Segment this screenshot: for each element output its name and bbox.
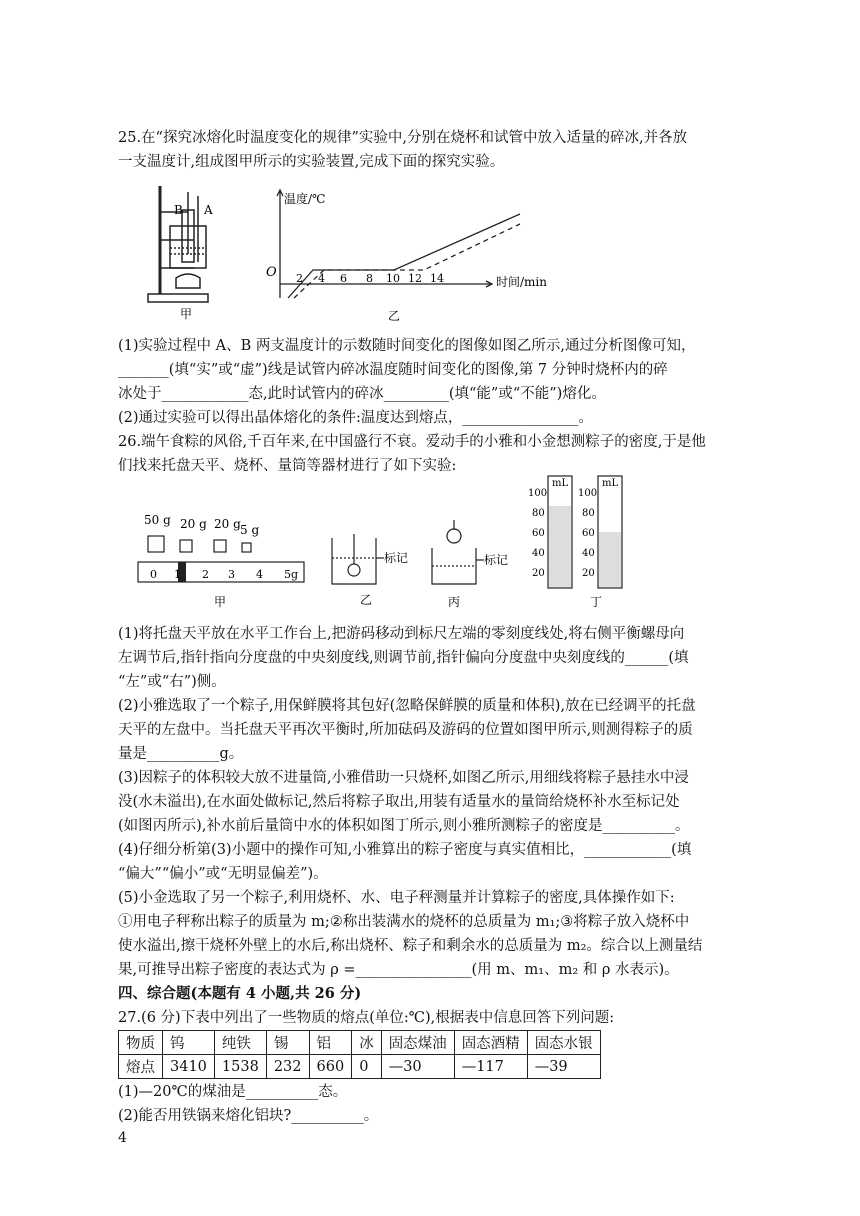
q27-part1: (1)—20℃的煤油是__________态。 [118, 1084, 348, 1100]
table-header-cell: 固态煤油 [381, 1031, 454, 1055]
q26-beaker-yi [326, 534, 422, 610]
weight-5g: 5 g [240, 523, 260, 537]
cyl1-unit: mL [552, 478, 569, 489]
fig-bing-label: 丙 [448, 595, 461, 609]
ruler [138, 562, 304, 582]
q26-part2-line2: 天平的左盘中。当托盘天平再次平衡时,所加砝码及游码的位置如图甲所示,则测得粽子的质 [118, 722, 693, 738]
ruler-tick-1: 1 [174, 568, 181, 581]
table-header-cell: 纯铁 [214, 1031, 266, 1055]
cyl2-unit: mL [602, 478, 619, 489]
weight-block-50g [148, 536, 164, 552]
graph-ylabel: 温度/℃ [284, 192, 326, 206]
fig-ding-label: 丁 [590, 595, 603, 609]
section-4-heading: 四、综合题(本题有 4 小题,共 26 分) [118, 985, 362, 1002]
table-row [119, 1055, 601, 1079]
q25-part1-line1: (1)实验过程中 A、B 两支温度计的示数随时间变化的图像如图乙所示,通过分析图像可知， [118, 338, 696, 354]
q26-part5-line3: 使水溢出,擦干烧杯外壁上的水后,称出烧杯、粽子和剩余水的总质量为 m₂。综合以上测量结 [118, 938, 703, 954]
q26-intro-line2: 们找来托盘天平、烧杯、量筒等器材进行了如下实验: [118, 458, 457, 474]
q27-intro: 27.(6 分)下表中列出了一些物质的熔点(单位:℃),根据表中信息回答下列问题: [118, 1010, 615, 1026]
tick-12: 12 [408, 272, 422, 285]
tick-14: 14 [430, 272, 444, 285]
q25-intro-line2: 一支温度计,组成图甲所示的实验装置,完成下面的探究实验。 [118, 154, 505, 170]
cylinder-2-water [599, 532, 621, 587]
ruler-tick-0: 0 [150, 568, 157, 581]
table-cell: —30 [381, 1055, 454, 1079]
q26-balance-figure [136, 510, 316, 610]
table-header-cell: 锡 [266, 1031, 309, 1055]
fig-yi-label: 乙 [388, 309, 401, 323]
label-b: B [174, 203, 183, 217]
table-cell: 1538 [214, 1055, 266, 1079]
cyl2-tick-40: 40 [582, 548, 595, 559]
cylinder-1-water [549, 506, 571, 587]
fig-jia-label: 甲 [180, 307, 193, 321]
graph-origin: O [266, 265, 277, 280]
q25-part1-line3: 冰处于____________态,此时试管内的碎冰_________(填“能”或“不能”)熔化。 [118, 386, 606, 402]
q25-part1-line2: _______(填“实”或“虚”)线是试管内碎冰温度随时间变化的图像,第 7 分钟时烧杯内的碎 [118, 362, 668, 378]
cyl-tick-20: 20 [532, 568, 545, 579]
table-cell: 3410 [163, 1055, 215, 1079]
table-cell: 0 [352, 1055, 382, 1079]
q26-beaker-bing [428, 520, 528, 610]
q26-part1-line1: (1)将托盘天平放在水平工作台上,把游码移动到标尺左端的零刻度线处,将右侧平衡螺母向 [118, 626, 685, 642]
ruler-tick-3: 3 [228, 568, 235, 581]
table-row [119, 1031, 601, 1055]
q26-part5-line4: 果,可推导出粽子密度的表达式为 ρ =________________(用 m、m₁、m₂ 和 ρ 水表示)。 [118, 962, 679, 978]
q27-part2: (2)能否用铁锅来熔化铝块?__________。 [118, 1108, 379, 1124]
weight-20g-b: 20 g [214, 517, 241, 531]
table-cell: 660 [309, 1055, 352, 1079]
fig-jia-label: 甲 [214, 595, 227, 609]
q26-part5-line2: ①用电子秤称出粽子的质量为 m;②称出装满水的烧杯的总质量为 m₁;③将粽子放入烧杯中 [118, 914, 690, 930]
table-cell: —117 [454, 1055, 527, 1079]
q26-part1-line3: “左”或“右”)侧。 [118, 674, 226, 690]
fig-yi-label: 乙 [360, 593, 373, 607]
ruler-tick-2: 2 [202, 568, 209, 581]
alcohol-lamp [176, 274, 200, 288]
table-header-cell: 物质 [119, 1031, 163, 1055]
graph-solid-line [288, 214, 520, 298]
mark-label-yi: 标记 [384, 551, 409, 565]
tick-6: 6 [340, 272, 347, 285]
q26-part5-line1: (5)小金选取了另一个粽子,利用烧杯、水、电子秤测量并计算粽子的密度,具体操作如下: [118, 890, 675, 906]
q26-part3-line1: (3)因粽子的体积较大放不进量筒,小雅借助一只烧杯,如图乙所示,用细线将粽子悬挂水中浸 [118, 770, 689, 786]
tick-10: 10 [386, 272, 400, 285]
graph-xlabel: 时间/min [496, 275, 547, 289]
mark-label-bing: 标记 [484, 553, 509, 567]
table-header-cell: 钨 [163, 1031, 215, 1055]
cyl-tick-100: 100 [528, 488, 548, 499]
weight-50g: 50 g [144, 513, 171, 527]
tick-8: 8 [366, 272, 373, 285]
table-cell: 232 [266, 1055, 309, 1079]
q25-part2: (2)通过实验可以得出晶体熔化的条件:温度达到熔点，________________。 [118, 410, 593, 426]
table-header-cell: 铝 [309, 1031, 352, 1055]
table-cell: —39 [527, 1055, 600, 1079]
tick-2: 2 [296, 272, 303, 285]
q26-part1-line2: 左调节后,指针指向分度盘的中央刻度线,则调节前,指针偏向分度盘中央刻度线的______(填 [118, 650, 689, 666]
q26-part4-line1: (4)仔细分析第(3)小题中的操作可知,小雅算出的粽子密度与真实值相比，____________(填 [118, 842, 692, 858]
q26-cylinders-ding [526, 470, 666, 610]
cyl-tick-80: 80 [532, 508, 545, 519]
cyl2-tick-80: 80 [582, 508, 595, 519]
q26-part3-line3: (如图丙所示),补水前后量筒中水的体积如图丁所示,则小雅所测粽子的密度是__________。 [118, 818, 690, 834]
q26-part2-line3: 量是__________g。 [118, 746, 244, 762]
table-cell: 熔点 [119, 1055, 163, 1079]
page-number: 4 [118, 1130, 127, 1146]
ruler-tick-5: 5g [284, 568, 299, 581]
cyl2-tick-100: 100 [578, 488, 598, 499]
q26-part4-line2: “偏大”“偏小”或“无明显偏差”)。 [118, 866, 328, 882]
weight-20g-a: 20 g [180, 517, 207, 531]
tick-4: 4 [318, 272, 325, 285]
table-header-cell: 固态酒精 [454, 1031, 527, 1055]
q25-intro-line1: 25.在“探究冰熔化时温度变化的规律”实验中,分别在烧杯和试管中放入适量的碎冰,并各放 [118, 130, 688, 146]
ruler-tick-4: 4 [256, 568, 263, 581]
cyl2-tick-60: 60 [582, 528, 595, 539]
table-header-cell: 冰 [352, 1031, 382, 1055]
q25-apparatus-figure [140, 182, 252, 322]
cyl-tick-40: 40 [532, 548, 545, 559]
q26-part2-line1: (2)小雅选取了一个粽子,用保鲜膜将其包好(忽略保鲜膜的质量和体积),放在已经调平的托盘 [118, 698, 696, 714]
label-a: A [204, 203, 213, 217]
q26-part3-line2: 没(水未溢出),在水面处做标记,然后将粽子取出,用装有适量水的量筒给烧杯补水至标记处 [118, 794, 680, 810]
melting-point-table [118, 1030, 601, 1079]
table-header-cell: 固态水银 [527, 1031, 600, 1055]
q25-temperature-graph [258, 186, 558, 326]
cyl2-tick-20: 20 [582, 568, 595, 579]
stand-base [148, 294, 208, 302]
q26-intro-line1: 26.端午食粽的风俗,千百年来,在中国盛行不衰。爱动手的小雅和小金想测粽子的密度,于是他 [118, 434, 706, 450]
cyl-tick-60: 60 [532, 528, 545, 539]
